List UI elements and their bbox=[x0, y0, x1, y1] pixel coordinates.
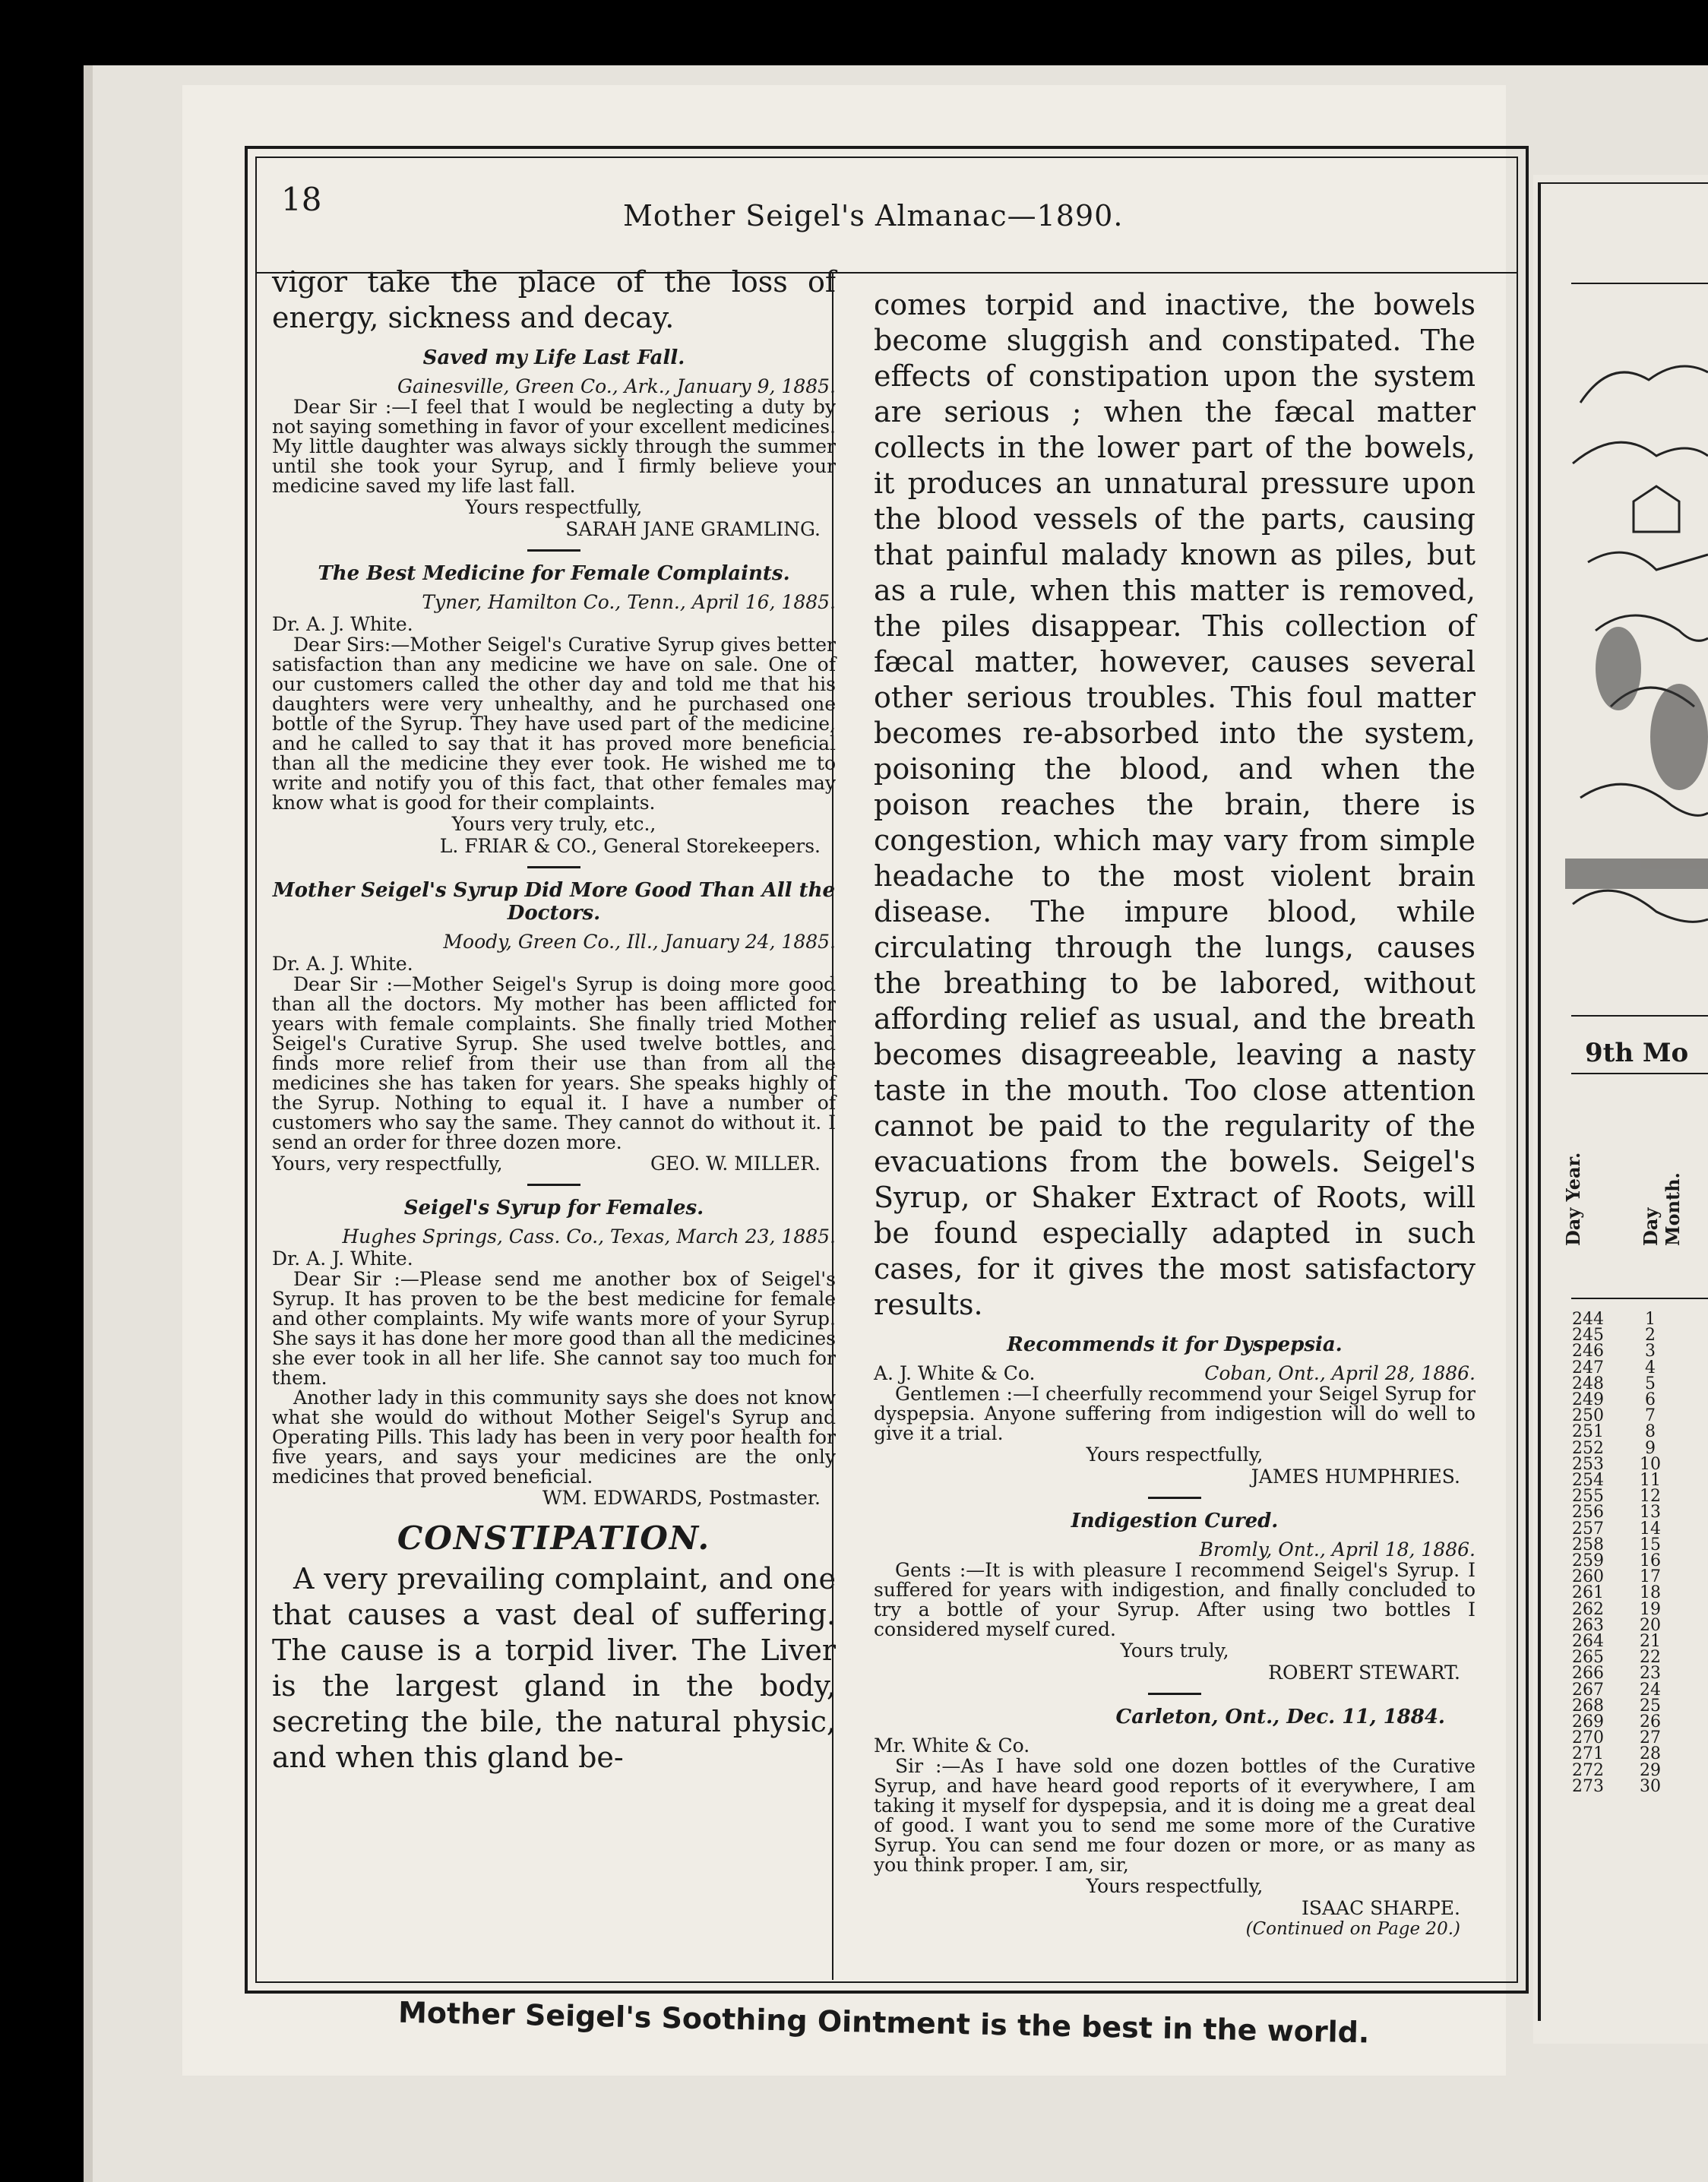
letter-body: Gents :—It is with pleasure I recommend Seigel's Syrup. I suffered for years with indigestion, and finally concluded to try a bottle of your Syrup. After using two bottles I considered myself cured. bbox=[874, 1559, 1476, 1640]
letter-signature: ROBERT STEWART. bbox=[1268, 1662, 1460, 1684]
day-of-year-cell: 262 bbox=[1572, 1599, 1604, 1619]
day-of-year-cell: 269 bbox=[1572, 1712, 1604, 1732]
letter-7 bbox=[874, 1706, 1476, 1919]
day-of-month-cell: 30 bbox=[1640, 1776, 1661, 1796]
day-of-month-cell: 18 bbox=[1640, 1583, 1661, 1603]
left-column bbox=[272, 264, 836, 1776]
letter-place: Gainesville, Green Co., Ark., January 9, 1885. bbox=[397, 375, 836, 397]
letter-signature: GEO. W. MILLER. bbox=[650, 1153, 821, 1175]
day-of-year-cell: 254 bbox=[1572, 1471, 1604, 1491]
letter-closing-line bbox=[272, 1153, 836, 1175]
letter-closing: Yours very truly, etc., bbox=[451, 813, 656, 835]
letter-signature: ISAAC SHARPE. bbox=[1301, 1897, 1460, 1919]
day-of-year-cell: 272 bbox=[1572, 1760, 1604, 1780]
day-of-year-cell: 273 bbox=[1572, 1776, 1604, 1796]
letter-addressee: A. J. White & Co. bbox=[874, 1362, 1036, 1384]
day-of-month-cell: 27 bbox=[1640, 1728, 1661, 1748]
day-of-month-cell: 15 bbox=[1640, 1535, 1661, 1554]
day-of-year-cell: 261 bbox=[1572, 1583, 1604, 1603]
separator-rule bbox=[1148, 1693, 1201, 1695]
day-of-month-cell: 9 bbox=[1645, 1438, 1656, 1458]
page-number: 18 bbox=[281, 181, 322, 218]
paper-edge bbox=[84, 65, 93, 2182]
month-title: 9th Mo bbox=[1585, 1038, 1689, 1068]
day-of-month-cell: 25 bbox=[1640, 1696, 1661, 1716]
adjacent-rule bbox=[1571, 1298, 1708, 1299]
day-of-month-cell: 24 bbox=[1640, 1680, 1661, 1700]
running-title: Mother Seigel's Almanac—1890. bbox=[623, 199, 1124, 232]
day-of-year-cell: 251 bbox=[1572, 1422, 1604, 1442]
letter-heading: Seigel's Syrup for Females. bbox=[403, 1197, 704, 1219]
day-of-month-cell: 16 bbox=[1640, 1551, 1661, 1571]
letter-closing: Yours respectfully, bbox=[465, 496, 643, 518]
day-of-year-cell: 246 bbox=[1572, 1342, 1604, 1361]
letter-closing: Yours respectfully, bbox=[1086, 1444, 1264, 1466]
letter-body: Dear Sir :—Mother Seigel's Syrup is doing more good than all the doctors. My mother has been afflicted for years with female complaints. She finally tried Mother Seigel's Curative Syrup. She used twelve bottles, and finds more relief from their use than from all the medicines she has taken for years. She speaks highly of the Syrup. Nothing to equal it. I have a number of customers who say the same. They cannot do without it. I send an order for three dozen more. bbox=[272, 973, 836, 1153]
day-of-month-cell: 12 bbox=[1640, 1487, 1661, 1507]
separator-rule bbox=[527, 1184, 580, 1186]
letter-5 bbox=[874, 1333, 1476, 1488]
letter-place: Hughes Springs, Cass. Co., Texas, March 23, 1885. bbox=[342, 1225, 836, 1248]
day-of-month-cell: 22 bbox=[1640, 1648, 1661, 1668]
day-of-month-cell: 21 bbox=[1640, 1632, 1661, 1652]
separator-rule bbox=[1148, 1497, 1201, 1499]
letter-1 bbox=[272, 346, 836, 540]
footer-advert: Mother Seigel's Soothing Ointment is the best in the world. bbox=[397, 1995, 1370, 2050]
col-head-day-month: Day Month. bbox=[1640, 1172, 1684, 1246]
letter-place: Coban, Ont., April 28, 1886. bbox=[1204, 1362, 1476, 1384]
adjacent-rule bbox=[1571, 283, 1708, 284]
letter-addressee: Dr. A. J. White. bbox=[272, 613, 413, 635]
day-of-year-cell: 247 bbox=[1572, 1358, 1604, 1377]
letter-heading: Indigestion Cured. bbox=[1071, 1510, 1279, 1532]
day-of-month-cell: 2 bbox=[1645, 1326, 1656, 1346]
day-of-month-cell: 23 bbox=[1640, 1664, 1661, 1684]
letter-body: Dear Sirs:—Mother Seigel's Curative Syrup gives better satisfaction than any medicine we have on sale. One of our customers called the other day and told me that his daughters were very unhealthy, and he purchased one bottle of the Syrup. They have used part of the medicine, and he called to say that it has proved more beneficial than all the medicine they ever took. He wished me to write and notify you of this fact, that other females may know what is good for their complaints. bbox=[272, 634, 836, 814]
day-of-month-cell: 8 bbox=[1645, 1422, 1656, 1442]
col-head-day-year: Day Year. bbox=[1562, 1152, 1584, 1246]
day-of-year-cell: 264 bbox=[1572, 1632, 1604, 1652]
day-of-month-cell: 20 bbox=[1640, 1615, 1661, 1635]
day-of-year-cell: 268 bbox=[1572, 1696, 1604, 1716]
day-of-month-cell: 19 bbox=[1640, 1599, 1661, 1619]
day-of-year-cell: 259 bbox=[1572, 1551, 1604, 1571]
letter-heading: The Best Medicine for Female Complaints. bbox=[318, 562, 790, 585]
intro-text: vigor take the place of the loss of energy, sickness and decay. bbox=[272, 265, 836, 334]
day-of-year-cell: 252 bbox=[1572, 1438, 1604, 1458]
letter-heading: Recommends it for Dyspepsia. bbox=[1007, 1333, 1343, 1356]
day-of-month-cell: 7 bbox=[1645, 1406, 1656, 1426]
day-of-year-cell: 267 bbox=[1572, 1680, 1604, 1700]
day-of-year-cell: 248 bbox=[1572, 1374, 1604, 1393]
adjacent-rule bbox=[1571, 1015, 1708, 1017]
day-of-month-column bbox=[1634, 1311, 1667, 1795]
day-of-year-cell: 250 bbox=[1572, 1406, 1604, 1426]
letter-body: Gentlemen :—I cheerfully recommend your Seigel Syrup for dyspepsia. Anyone suffering from indigestion will do well to give it a trial. bbox=[874, 1383, 1476, 1444]
day-of-month-cell: 17 bbox=[1640, 1567, 1661, 1587]
day-of-year-cell: 253 bbox=[1572, 1454, 1604, 1474]
day-of-month-cell: 29 bbox=[1640, 1760, 1661, 1780]
letter-body: Dear Sir :—Please send me another box of Seigel's Syrup. It has proven to be the best medicine for female and other complaints. My wife wants more of your Syrup. She says it has done her more good than all the medicines she ever took in all her life. She cannot say too much for them. bbox=[272, 1268, 836, 1389]
letter-closing: Yours truly, bbox=[1120, 1640, 1229, 1662]
letter-3 bbox=[272, 879, 836, 1175]
letter-place: Bromly, Ont., April 18, 1886. bbox=[1199, 1538, 1476, 1561]
day-of-month-cell: 5 bbox=[1645, 1374, 1656, 1393]
letter-body: Dear Sir :—I feel that I would be neglecting a duty by not saying something in favor of your excellent medicines. My little daughter was always sickly through the summer until she took your Syrup, and I firmly believe your medicine saved my life last fall. bbox=[272, 396, 836, 497]
day-of-year-cell: 257 bbox=[1572, 1519, 1604, 1538]
day-of-year-cell: 245 bbox=[1572, 1326, 1604, 1346]
section-title: CONSTIPATION. bbox=[397, 1519, 711, 1557]
day-of-year-cell: 265 bbox=[1572, 1648, 1604, 1668]
letter-body: Sir :—As I have sold one dozen bottles of the Curative Syrup, and have heard good reports of it everywhere, I am taking it myself for dyspepsia, and it is doing me a great deal of good. I want you to send me some more of the Curative Syrup. You can send me four dozen or more, or as many as you think proper. I am, sir, bbox=[874, 1755, 1476, 1876]
day-of-year-cell: 263 bbox=[1572, 1615, 1604, 1635]
letter-signature: JAMES HUMPHRIES. bbox=[1251, 1466, 1460, 1488]
day-of-month-cell: 6 bbox=[1645, 1390, 1656, 1410]
engraving-illustration bbox=[1565, 311, 1708, 995]
day-of-month-cell: 11 bbox=[1640, 1471, 1661, 1491]
section-text: A very prevailing complaint, and one that causes a vast deal of suffering. The cause is a torpid liver. The Liver is the largest gland in the body, secreting the bile, the natural physic, and when this gland be- bbox=[272, 1562, 836, 1774]
day-of-year-cell: 256 bbox=[1572, 1503, 1604, 1523]
letter-addressee: Dr. A. J. White. bbox=[272, 1248, 413, 1270]
continuation-text: comes torpid and inactive, the bowels become sluggish and constipated. The effects of constipation upon the system are serious ; when the fæcal matter collects in the lower part of the bowels, it produces an unnatural pressure upon the blood vessels of the parts, causing that painful malady known as piles, but as a rule, when this matter is removed, the piles disappear. This collection of fæcal matter, however, causes several other serious troubles. This foul matter becomes re-absorbed into the system, poisoning the blood, and when the poison reaches the brain, there is congestion, which may vary from simple headache to the most violent brain disease. The impure blood, while circulating through the lungs, causes the breathing to be labored, without affording relief as usual, and the breath becomes disagreeable, leaving a nasty taste in the mouth. Too close attention cannot be paid to the regularity of the evacuations from the bowels. Seigel's Syrup, or Shaker Extract of Roots, will be found especially adapted in such cases, for it gives the most satisfactory results. bbox=[874, 288, 1476, 1321]
right-column bbox=[874, 287, 1476, 1939]
day-of-year-cell: 244 bbox=[1572, 1310, 1604, 1329]
day-of-month-cell: 10 bbox=[1640, 1454, 1661, 1474]
day-of-year-cell: 249 bbox=[1572, 1390, 1604, 1410]
day-of-year-cell: 260 bbox=[1572, 1567, 1604, 1587]
continued-note: (Continued on Page 20.) bbox=[1245, 1919, 1460, 1939]
day-of-year-cell: 270 bbox=[1572, 1728, 1604, 1748]
day-of-month-cell: 4 bbox=[1645, 1358, 1656, 1377]
day-of-month-cell: 26 bbox=[1640, 1712, 1661, 1732]
letter-closing: Yours respectfully, bbox=[1086, 1875, 1264, 1897]
letter-signature: L. FRIAR & CO., General Storekeepers. bbox=[439, 835, 821, 857]
adjacent-rule bbox=[1571, 1073, 1708, 1074]
day-of-year-cell: 255 bbox=[1572, 1487, 1604, 1507]
day-of-year-column bbox=[1568, 1311, 1608, 1795]
letter-4 bbox=[272, 1197, 836, 1509]
letter-body-2: Another lady in this community says she does not know what she would do without Mother Seigel's Syrup and Operating Pills. This lady has been in very poor health for five years, and says your medicines are the only medicines that proved beneficial. bbox=[272, 1387, 836, 1488]
letter-addressee: Dr. A. J. White. bbox=[272, 953, 413, 975]
letter-place: Tyner, Hamilton Co., Tenn., April 16, 1885. bbox=[422, 591, 836, 613]
day-of-year-cell: 258 bbox=[1572, 1535, 1604, 1554]
day-of-month-cell: 28 bbox=[1640, 1744, 1661, 1764]
letter-addressee: Mr. White & Co. bbox=[874, 1735, 1030, 1757]
separator-rule bbox=[527, 866, 580, 868]
letter-signature: SARAH JANE GRAMLING. bbox=[565, 518, 821, 540]
day-of-month-cell: 14 bbox=[1640, 1519, 1661, 1538]
letter-place: Moody, Green Co., Ill., January 24, 1885. bbox=[443, 931, 836, 953]
day-of-year-cell: 271 bbox=[1572, 1744, 1604, 1764]
day-of-month-cell: 1 bbox=[1645, 1310, 1656, 1329]
separator-rule bbox=[527, 549, 580, 552]
letter-6 bbox=[874, 1510, 1476, 1684]
letter-closing: Yours, very respectfully, bbox=[272, 1153, 503, 1175]
letter-signature: WM. EDWARDS, Postmaster. bbox=[542, 1487, 821, 1509]
day-of-month-cell: 13 bbox=[1640, 1503, 1661, 1523]
letter-address-line bbox=[874, 1362, 1476, 1384]
day-of-year-cell: 266 bbox=[1572, 1664, 1604, 1684]
letter-2 bbox=[272, 562, 836, 857]
letter-heading: Saved my Life Last Fall. bbox=[422, 346, 685, 369]
letter-heading: Carleton, Ont., Dec. 11, 1884. bbox=[1115, 1706, 1445, 1728]
day-of-month-cell: 3 bbox=[1645, 1342, 1656, 1361]
letter-heading: Mother Seigel's Syrup Did More Good Than All the Doctors. bbox=[272, 879, 836, 925]
